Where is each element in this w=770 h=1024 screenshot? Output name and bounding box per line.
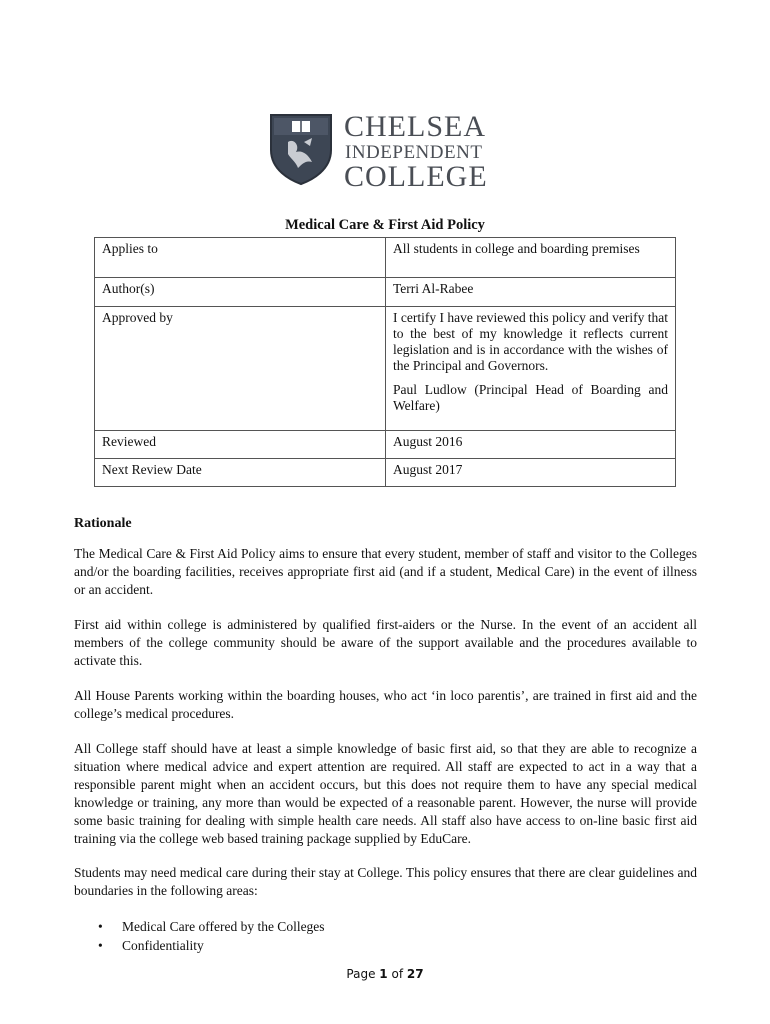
table-row: [95, 307, 676, 431]
approver-name: Paul Ludlow (Principal Head of Boarding and Welfare): [393, 382, 668, 413]
rationale-heading: Rationale: [74, 516, 132, 531]
list-item: • Confidentiality: [74, 937, 325, 956]
shield-crest-icon: [268, 112, 334, 186]
logo-line-2: INDEPENDENT: [345, 142, 483, 163]
certification-text: I certify I have reviewed this policy and verify that to the best of my knowledge it reflects current legislation and is in accordance with the wishes of the Principal and Governors.: [393, 310, 668, 373]
table-label-cell: Applies to: [95, 238, 386, 278]
table-row: [95, 238, 676, 278]
logo-line-1: CHELSEA: [344, 110, 486, 143]
table-label-cell: Author(s): [95, 278, 386, 307]
paragraph: All House Parents working within the boarding houses, who act ‘in loco parentis’, are trained in first aid and the college’s medical procedures.: [74, 688, 697, 721]
of-label: of: [391, 967, 404, 981]
table-label-cell: Approved by: [95, 307, 386, 431]
paragraph: Students may need medical care during their stay at College. This policy ensures that there are clear guidelines and boundaries in the following areas:: [74, 865, 697, 898]
bullet-icon: •: [98, 919, 103, 934]
table-value-cell: [386, 307, 676, 431]
paragraph: First aid within college is administered by qualified first-aiders or the Nurse. In the event of an accident all members of the college community should be aware of the support available and the procedures available to activate this.: [74, 617, 697, 668]
table-row: [95, 459, 676, 487]
page-footer: [0, 967, 770, 981]
document-title: Medical Care & First Aid Policy: [285, 217, 485, 233]
total-pages: 27: [406, 967, 424, 981]
policy-info-table: [94, 237, 676, 487]
list-item: • Medical Care offered by the Colleges: [74, 918, 325, 937]
table-value-cell: All students in college and boarding premises: [386, 238, 676, 278]
table-value-cell: August 2017: [386, 459, 676, 487]
areas-list: [74, 918, 325, 955]
current-page: 1: [379, 967, 388, 981]
table-value-cell: August 2016: [386, 431, 676, 459]
college-logo: [268, 110, 508, 193]
table-label-cell: Reviewed: [95, 431, 386, 459]
table-row: [95, 278, 676, 307]
table-row: [95, 431, 676, 459]
bullet-icon: •: [98, 937, 103, 953]
paragraph: All College staff should have at least a simple knowledge of basic first aid, so that they are able to recognize a situation where medical advice and expert attention are required. All staff are expected to act in a way that a responsible parent might when an accident occurs, but this does not require them to have any special medical knowledge or training, any more than would be expected of a reasonable parent. However, the nurse will provide some basic training for dealing with simple health care needs. All staff also have access to on-line basic first aid training via the college web based training package supplied by EduCare.: [74, 741, 697, 846]
paragraph: The Medical Care & First Aid Policy aims to ensure that every student, member of staff and visitor to the Colleges and/or the boarding facilities, receives appropriate first aid (and if a student, Medical Care) in the event of illness or an accident.: [74, 546, 697, 597]
logo-line-3: COLLEGE: [344, 160, 488, 193]
page-label: Page: [346, 967, 376, 981]
table-value-cell: Terri Al-Rabee: [386, 278, 676, 307]
table-label-cell: Next Review Date: [95, 459, 386, 487]
